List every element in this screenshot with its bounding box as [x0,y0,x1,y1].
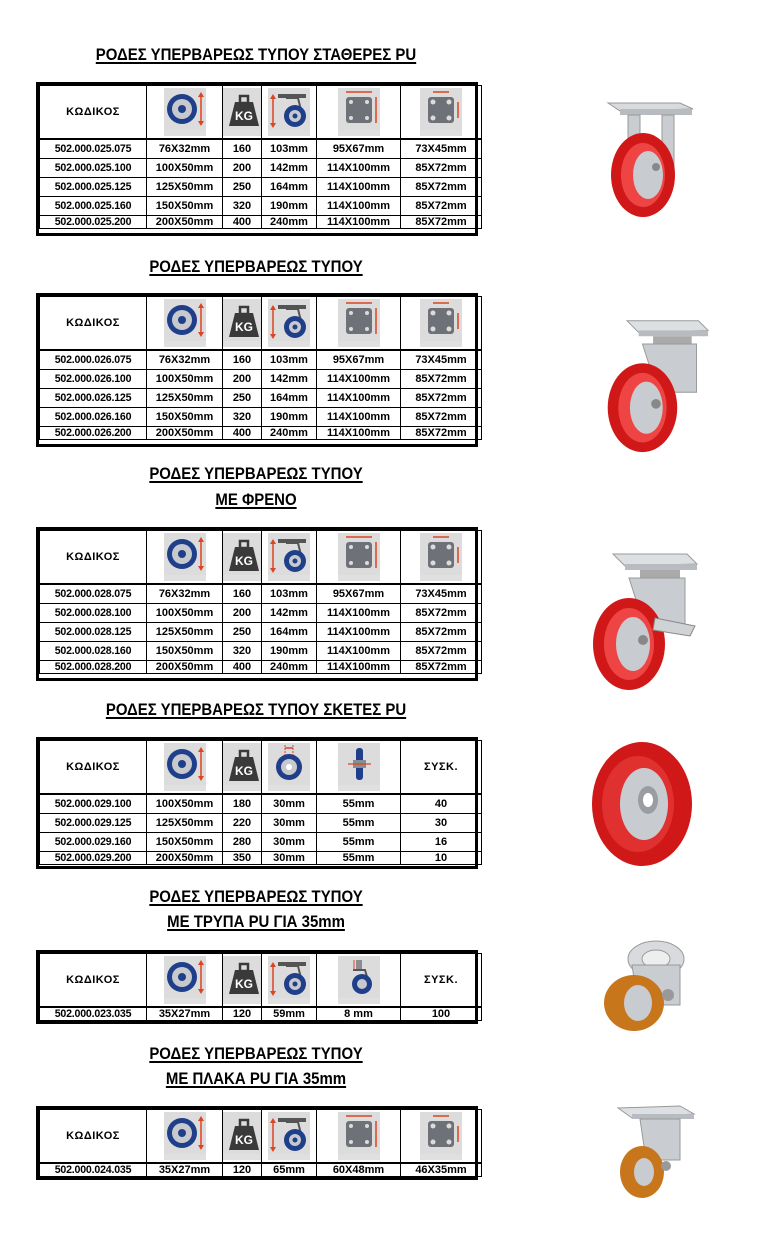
product-code: 502.000.025.100 [40,159,147,178]
spec-table [36,82,478,236]
spec-value: 120 [223,1007,262,1021]
wheel-diameter-icon-cell [147,1110,223,1164]
spec-value: 55mm [317,814,401,833]
spec-value: 85X72mm [401,159,482,178]
spec-value: 95X67mm [317,584,401,604]
spec-value: 240mm [262,661,317,674]
spec-value: 250 [223,178,262,197]
spec-value: 280 [223,833,262,852]
spec-value: 55mm [317,852,401,865]
spec-value: 30mm [262,833,317,852]
table-header-row [40,741,482,795]
bolt-spacing-icon [420,299,462,347]
spec-value: 150X50mm [147,408,223,427]
spec-table [36,293,478,447]
spec-value: 46X35mm [401,1163,482,1177]
spec-value: 85X72mm [401,389,482,408]
spec-value: 30mm [262,814,317,833]
spec-value: 30 [401,814,482,833]
product-code: 502.000.029.100 [40,794,147,814]
weight-kg-icon-cell [223,531,262,585]
product-code: 502.000.029.160 [40,833,147,852]
section-title-text: ΡΟΔΕΣ ΥΠΕΡΒΑΡΕΩΣ ΤΥΠΟΥ ΣΚΕΤΕΣ PU [105,700,407,719]
stem-bolt-icon-cell [317,954,401,1008]
caster-height-icon-cell [262,297,317,351]
spec-value: 85X72mm [401,623,482,642]
section-title [62,886,449,908]
section-title-text: ΜΕ ΤΡΥΠΑ PU ΓΙΑ 35mm [167,912,345,931]
spec-value: 103mm [262,139,317,159]
spec-value: 200 [223,604,262,623]
weight-kg-icon-cell [223,297,262,351]
table-row [40,584,482,604]
spec-table [36,527,478,681]
section-title [62,1043,449,1065]
spec-value: 35X27mm [147,1007,223,1021]
caster-height-icon [268,1112,310,1160]
caster-height-icon [268,299,310,347]
spec-value: 114X100mm [317,216,401,229]
table-row [40,814,482,833]
spec-value: 114X100mm [317,408,401,427]
plate-size-icon-cell [317,86,401,140]
table-row [40,178,482,197]
bolt-spacing-icon [420,88,462,136]
spec-value: 320 [223,642,262,661]
spec-value: 320 [223,197,262,216]
spec-value: 200X50mm [147,661,223,674]
wheel-diameter-icon-cell [147,86,223,140]
spec-value: 114X100mm [317,604,401,623]
product-code: 502.000.025.075 [40,139,147,159]
wheel-diameter-icon [164,533,206,581]
product-code: 502.000.025.200 [40,216,147,229]
hub-length-icon-cell [317,741,401,795]
table-header-row [40,86,482,140]
spec-value: 114X100mm [317,389,401,408]
svg-text:KG: KG [235,764,253,778]
product-code: 502.000.029.200 [40,852,147,865]
code-header: ΚΩΔΙΚΟΣ [40,531,147,585]
caster-photo [590,740,695,873]
section-title-text: ΡΟΔΕΣ ΥΠΕΡΒΑΡΕΩΣ ΤΥΠΟΥ ΣΤΑΘΕΡΕΣ PU [95,45,417,64]
section-title-text: ΜΕ ΦΡΕΝΟ [215,490,297,509]
caster-photo [610,1100,700,1205]
caster-photo [585,548,700,698]
bolt-spacing-icon [420,533,462,581]
spec-value: 55mm [317,794,401,814]
spec-value: 114X100mm [317,661,401,674]
table-row [40,370,482,389]
spec-value: 200X50mm [147,216,223,229]
pack-header: ΣΥΣΚ. [401,954,482,1008]
table-row [40,604,482,623]
spec-value: 125X50mm [147,389,223,408]
spec-value: 85X72mm [401,408,482,427]
caster-height-icon-cell [262,86,317,140]
product-code: 502.000.028.200 [40,661,147,674]
spec-value: 120 [223,1163,262,1177]
spec-value: 85X72mm [401,197,482,216]
table-row [40,389,482,408]
section-title-text: ΡΟΔΕΣ ΥΠΕΡΒΑΡΕΩΣ ΤΥΠΟΥ [149,887,363,906]
table-row [40,1163,482,1177]
weight-kg-icon-cell [223,86,262,140]
spec-value: 30mm [262,852,317,865]
caster-height-icon-cell [262,531,317,585]
bolt-spacing-icon-cell [401,297,482,351]
wheel-diameter-icon-cell [147,531,223,585]
weight-kg-icon [223,533,262,581]
table-row [40,852,482,865]
spec-value: 200 [223,370,262,389]
spec-value: 142mm [262,159,317,178]
table-row [40,159,482,178]
weight-kg-icon [223,299,262,347]
spec-value: 30mm [262,794,317,814]
product-code: 502.000.028.075 [40,584,147,604]
section-title [62,44,449,66]
table-header-row [40,297,482,351]
wheel-diameter-icon [164,743,206,791]
svg-text:KG: KG [235,554,253,568]
weight-kg-icon-cell [223,1110,262,1164]
caster-height-icon-cell [262,1110,317,1164]
plate-size-icon-cell [317,297,401,351]
spec-value: 65mm [262,1163,317,1177]
bolt-spacing-icon-cell [401,1110,482,1164]
wheel-diameter-icon [164,956,206,1004]
section-title-text: ΡΟΔΕΣ ΥΠΕΡΒΑΡΕΩΣ ΤΥΠΟΥ [149,464,363,483]
table-row [40,661,482,674]
spec-value: 73X45mm [401,139,482,159]
caster-photo [598,315,713,460]
spec-value: 114X100mm [317,623,401,642]
section-title-text: ΡΟΔΕΣ ΥΠΕΡΒΑΡΕΩΣ ΤΥΠΟΥ [149,257,363,276]
spec-value: 250 [223,389,262,408]
pack-header: ΣΥΣΚ. [401,741,482,795]
product-code: 502.000.028.100 [40,604,147,623]
product-code: 502.000.028.125 [40,623,147,642]
bolt-spacing-icon-cell [401,531,482,585]
spec-value: 73X45mm [401,350,482,370]
spec-value: 114X100mm [317,370,401,389]
table-row [40,794,482,814]
caster-photo [598,95,698,225]
spec-value: 100 [401,1007,482,1021]
wheel-diameter-icon [164,88,206,136]
table-row [40,1007,482,1021]
weight-kg-icon-cell [223,954,262,1008]
code-header: ΚΩΔΙΚΟΣ [40,741,147,795]
spec-value: 142mm [262,370,317,389]
section-title [62,699,449,721]
spec-value: 60X48mm [317,1163,401,1177]
spec-value: 400 [223,661,262,674]
spec-table [36,950,478,1024]
product-code: 502.000.026.125 [40,389,147,408]
spec-value: 250 [223,623,262,642]
spec-value: 150X50mm [147,642,223,661]
plate-size-icon [338,88,380,136]
weight-kg-icon [223,743,262,791]
spec-value: 40 [401,794,482,814]
plate-size-icon [338,299,380,347]
table-row [40,139,482,159]
table-header-row [40,1110,482,1164]
plate-size-icon-cell [317,1110,401,1164]
spec-value: 190mm [262,197,317,216]
spec-value: 10 [401,852,482,865]
table-row [40,642,482,661]
section-title [62,911,449,933]
spec-value: 160 [223,350,262,370]
spec-value: 164mm [262,623,317,642]
spec-value: 350 [223,852,262,865]
caster-height-icon [268,533,310,581]
spec-value: 100X50mm [147,159,223,178]
plate-size-icon-cell [317,531,401,585]
spec-value: 103mm [262,584,317,604]
caster-photo [598,935,698,1040]
spec-value: 85X72mm [401,370,482,389]
weight-kg-icon-cell [223,741,262,795]
wheel-diameter-icon-cell [147,741,223,795]
spec-value: 114X100mm [317,178,401,197]
code-header: ΚΩΔΙΚΟΣ [40,954,147,1008]
weight-kg-icon [223,1112,262,1160]
caster-height-icon [268,956,310,1004]
section-title-text: ΜΕ ΠΛΑΚΑ PU ΓΙΑ 35mm [165,1069,347,1088]
spec-value: 8 mm [317,1007,401,1021]
svg-text:KG: KG [235,320,253,334]
spec-value: 200 [223,159,262,178]
spec-value: 85X72mm [401,604,482,623]
spec-value: 125X50mm [147,178,223,197]
spec-value: 164mm [262,178,317,197]
spec-value: 200X50mm [147,427,223,440]
table-header-row [40,954,482,1008]
spec-value: 59mm [262,1007,317,1021]
spec-value: 160 [223,139,262,159]
product-code: 502.000.026.100 [40,370,147,389]
svg-text:KG: KG [235,109,253,123]
spec-value: 76X32mm [147,350,223,370]
bolt-spacing-icon [420,1112,462,1160]
spec-value: 400 [223,216,262,229]
spec-value: 100X50mm [147,604,223,623]
code-header: ΚΩΔΙΚΟΣ [40,86,147,140]
spec-value: 190mm [262,408,317,427]
product-code: 502.000.026.075 [40,350,147,370]
svg-text:KG: KG [235,1133,253,1147]
section-title [62,489,449,511]
stem-bolt-icon [338,956,380,1004]
plate-size-icon [338,533,380,581]
table-header-row [40,531,482,585]
spec-value: 114X100mm [317,159,401,178]
spec-value: 125X50mm [147,623,223,642]
spec-value: 114X100mm [317,427,401,440]
spec-value: 76X32mm [147,584,223,604]
table-row [40,216,482,229]
product-code: 502.000.024.035 [40,1163,147,1177]
code-header: ΚΩΔΙΚΟΣ [40,297,147,351]
product-code: 502.000.026.160 [40,408,147,427]
weight-kg-icon [223,88,262,136]
spec-value: 320 [223,408,262,427]
spec-value: 100X50mm [147,794,223,814]
product-code: 502.000.023.035 [40,1007,147,1021]
caster-height-icon-cell [262,954,317,1008]
spec-value: 150X50mm [147,197,223,216]
spec-value: 85X72mm [401,661,482,674]
bore-diameter-icon [268,743,310,791]
spec-value: 95X67mm [317,139,401,159]
wheel-diameter-icon [164,1112,206,1160]
spec-value: 85X72mm [401,427,482,440]
table-row [40,350,482,370]
spec-value: 85X72mm [401,642,482,661]
section-title [62,1068,449,1090]
spec-value: 190mm [262,642,317,661]
spec-value: 114X100mm [317,642,401,661]
product-code: 502.000.028.160 [40,642,147,661]
spec-value: 85X72mm [401,216,482,229]
bolt-spacing-icon-cell [401,86,482,140]
section-title [62,463,449,485]
spec-value: 400 [223,427,262,440]
spec-value: 16 [401,833,482,852]
product-code: 502.000.026.200 [40,427,147,440]
product-code: 502.000.025.125 [40,178,147,197]
spec-value: 200X50mm [147,852,223,865]
spec-table [36,737,478,869]
spec-value: 164mm [262,389,317,408]
spec-value: 240mm [262,216,317,229]
table-row [40,623,482,642]
spec-value: 95X67mm [317,350,401,370]
spec-value: 100X50mm [147,370,223,389]
wheel-diameter-icon-cell [147,297,223,351]
spec-value: 35X27mm [147,1163,223,1177]
spec-value: 125X50mm [147,814,223,833]
spec-value: 220 [223,814,262,833]
spec-value: 76X32mm [147,139,223,159]
spec-value: 160 [223,584,262,604]
hub-length-icon [338,743,380,791]
wheel-diameter-icon-cell [147,954,223,1008]
table-row [40,197,482,216]
code-header: ΚΩΔΙΚΟΣ [40,1110,147,1164]
spec-value: 150X50mm [147,833,223,852]
weight-kg-icon [223,956,262,1004]
bore-diameter-icon-cell [262,741,317,795]
section-title [62,256,449,278]
section-title-text: ΡΟΔΕΣ ΥΠΕΡΒΑΡΕΩΣ ΤΥΠΟΥ [149,1044,363,1063]
plate-size-icon [338,1112,380,1160]
product-code: 502.000.029.125 [40,814,147,833]
wheel-diameter-icon [164,299,206,347]
spec-value: 103mm [262,350,317,370]
spec-value: 55mm [317,833,401,852]
spec-value: 85X72mm [401,178,482,197]
table-row [40,833,482,852]
spec-table [36,1106,478,1180]
spec-value: 180 [223,794,262,814]
svg-text:KG: KG [235,977,253,991]
spec-value: 114X100mm [317,197,401,216]
spec-value: 142mm [262,604,317,623]
spec-value: 73X45mm [401,584,482,604]
caster-height-icon [268,88,310,136]
table-row [40,427,482,440]
product-code: 502.000.025.160 [40,197,147,216]
table-row [40,408,482,427]
spec-value: 240mm [262,427,317,440]
